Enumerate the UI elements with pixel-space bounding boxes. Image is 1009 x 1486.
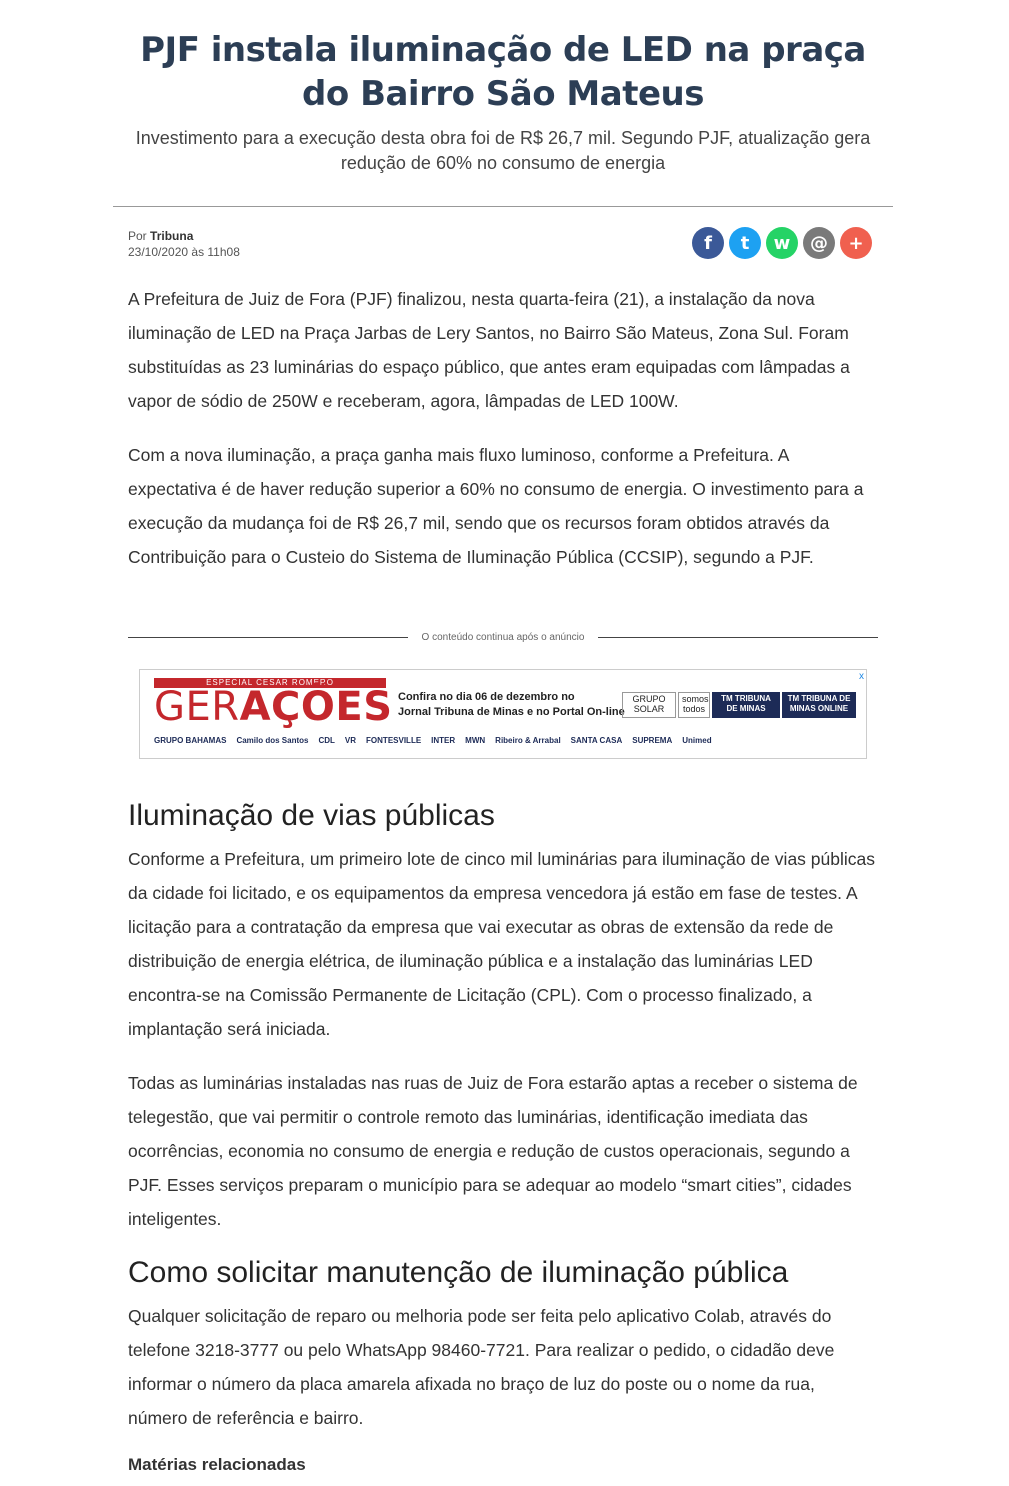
ad-logo-right: AÇÕES — [239, 684, 393, 730]
sponsor-logo: MWN — [465, 736, 486, 745]
sponsor-logo: FONTESVILLE — [366, 736, 422, 745]
paragraph-1: A Prefeitura de Juiz de Fora (PJF) finalizou, nesta quarta-feira (21), a instalação da nova iluminação de LED na Praça Jarbas de Lery Santos, no Bairro São Mateus, Zona Sul. Foram substituídas as 23 luminárias do espaço público, que antes eram equipadas com lâmpadas a vapor de sódio de 250W e receberam, agora, lâmpadas de LED 100W. — [128, 289, 850, 411]
whatsapp-share-button[interactable] — [766, 227, 798, 259]
ad-close-icon[interactable]: x — [859, 671, 864, 682]
share-bar — [692, 227, 872, 259]
sponsor-logo: Unimed — [682, 736, 712, 745]
paragraph-4: Todas as luminárias instaladas nas ruas de Juiz de Fora estarão aptas a receber o sistema de telegestão, que vai permitir o controle remoto das luminárias, identificação imediata das ocorrências, economia no consumo de energia e redução de custos operacionais, segundo a PJF. Esses serviços preparam o município para se adequar ao modelo “smart cities”, cidades inteligentes. — [128, 1073, 858, 1229]
sponsor-logo: Ribeiro & Arrabal — [495, 736, 561, 745]
sponsor-logo: GRUPO BAHAMAS — [154, 736, 227, 745]
ad-chip-tribuna: TM TRIBUNA DE MINAS — [712, 692, 780, 718]
section-heading-manutencao: Como solicitar manutenção de iluminação pública — [128, 1256, 789, 1289]
email-share-button[interactable] — [803, 227, 835, 259]
email-icon: @ — [810, 232, 828, 254]
byline — [128, 228, 240, 260]
plus-icon: + — [848, 232, 864, 254]
section-heading-vias: Iluminação de vias públicas — [128, 799, 495, 832]
ad-tag: ESPECIAL CESAR ROMERO — [154, 678, 386, 688]
sponsor-logo: INTER — [431, 736, 456, 745]
author-prefix: Por — [128, 229, 147, 243]
ad-logo — [154, 684, 393, 730]
ad-promo — [398, 690, 625, 720]
twitter-icon: t — [740, 232, 750, 254]
ad-promo-line2: Jornal Tribuna de Minas e no Portal On-line — [398, 706, 625, 718]
ad-logo-left: GER — [154, 684, 240, 730]
ad-chip-tribuna-online: TM TRIBUNA DE MINAS ONLINE — [782, 692, 856, 718]
whatsapp-icon: w — [773, 232, 791, 254]
ad-promo-line1: Confira no dia 06 de dezembro no — [398, 691, 575, 703]
facebook-icon: f — [704, 232, 712, 254]
ad-chip-somos-todos: somos todos — [678, 692, 710, 718]
sponsor-logo: VR — [344, 736, 357, 745]
more-share-button[interactable] — [840, 227, 872, 259]
ad-separator-line-right — [598, 637, 878, 638]
twitter-share-button[interactable] — [729, 227, 761, 259]
sponsor-logo: SANTA CASA — [570, 736, 623, 745]
paragraph-5: Qualquer solicitação de reparo ou melhoria pode ser feita pelo aplicativo Colab, através do telefone 3218-3777 ou pelo WhatsApp 98460-7721. Para realizar o pedido, o cidadão deve informar o número da placa amarela afixada no braço de luz do poste ou o nome da rua, número de referência e bairro. — [128, 1306, 835, 1428]
ad-separator-line-left — [128, 637, 408, 638]
article-subtitle: Investimento para a execução desta obra foi de R$ 26,7 mil. Segundo PJF, atualização gera redução de 60% no consumo de energia — [135, 128, 871, 173]
ad-banner[interactable] — [139, 669, 867, 759]
ad-chip-grupo-solar: GRUPO SOLAR — [622, 692, 676, 718]
ad-notice: O conteúdo continua após o anúncio — [421, 632, 585, 643]
header-divider — [113, 206, 893, 207]
ad-separator — [128, 632, 878, 643]
sponsor-logo: CDL — [318, 736, 335, 745]
ad-sponsors — [154, 736, 854, 745]
sponsor-logo: SUPREMA — [632, 736, 673, 745]
article-title: PJF instala iluminação de LED na praça do Bairro São Mateus — [140, 30, 866, 114]
sponsor-logo: Camilo dos Santos — [236, 736, 309, 745]
facebook-share-button[interactable] — [692, 227, 724, 259]
paragraph-3: Conforme a Prefeitura, um primeiro lote de cinco mil luminárias para iluminação de vias públicas da cidade foi licitado, e os equipamentos da empresa vencedora já estão em fase de testes. A licitação para a contratação da empresa que vai executar as obras de extensão da rede de distribuição de energia elétrica, de iluminação pública e a instalação das luminárias LED encontra-se na Comissão Permanente de Licitação (CPL). Com o processo finalizado, a implantação será iniciada. — [128, 849, 875, 1039]
author-link[interactable]: Tribuna — [150, 229, 194, 243]
publish-date: 23/10/2020 às 11h08 — [128, 245, 240, 259]
related-articles-heading: Matérias relacionadas — [128, 1455, 306, 1474]
paragraph-2: Com a nova iluminação, a praça ganha mais fluxo luminoso, conforme a Prefeitura. A expectativa é de haver redução superior a 60% no consumo de energia. O investimento para a execução da mudança foi de R$ 26,7 mil, sendo que os recursos foram obtidos através da Contribuição para o Custeio do Sistema de Iluminação Pública (CCSIP), segundo a PJF. — [128, 445, 864, 567]
